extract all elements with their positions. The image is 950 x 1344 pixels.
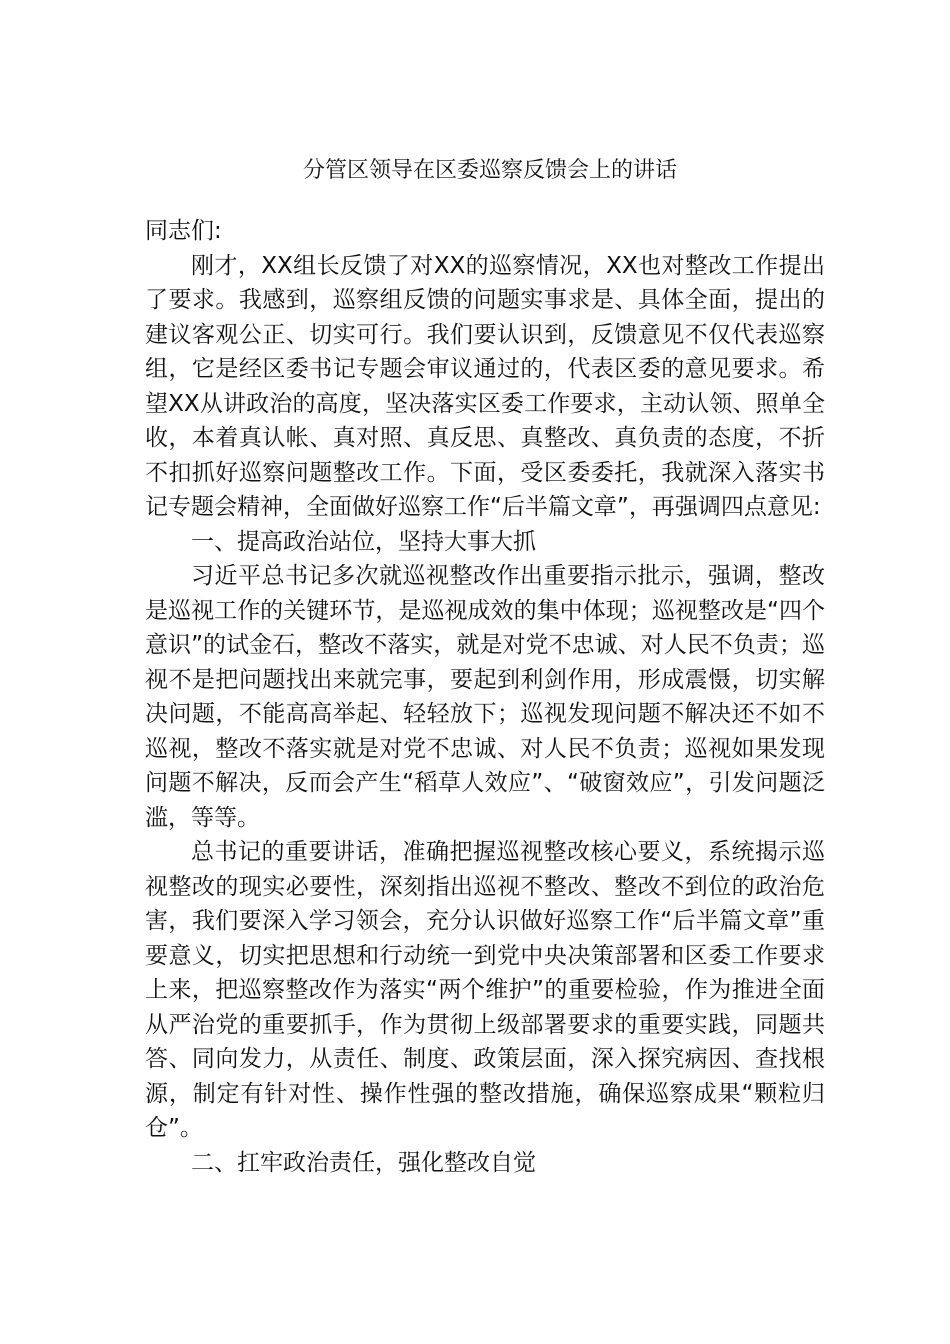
section-heading-1: 一、提高政治站位，坚持大事大抓	[191, 528, 536, 555]
paragraph-section-1-analysis: 总书记的重要讲话，准确把握巡视整改核心要义，系统揭示巡视整改的现实必要性，深刻指出巡视不整改、整改不到位的政治危害，我们要深入学习领会，充分认识做好巡察工作“后半篇文章”重要意义，切实把思想和行动统一到党中央决策部署和区委工作要求上来，把巡察整改作为落实“两个维护”的重要检验，作为推进全面从严治党的重要抓手，作为贯彻上级部署要求的重要实践，同题共答、同向发力，从责任、制度、政策层面，深入探究病因、查找根源，制定有针对性、操作性强的整改措施，确保巡察成果“颗粒归仓”。	[145, 839, 825, 1141]
paragraph-section-1-body: 习近平总书记多次就巡视整改作出重要指示批示，强调，整改是巡视工作的关键环节，是巡视成效的集中体现；巡视整改是“四个意识”的试金石，整改不落实，就是对党不忠诚、对人民不负责；巡视不是把问题找出来就完事，要起到利剑作用，形成震慑，切实解决问题，不能高高举起、轻轻放下；巡视发现问题不解决还不如不巡视，整改不落实就是对党不忠诚、对人民不负责；巡视如果发现问题不解决，反而会产生“稻草人效应”、“破窗效应”，引发问题泛滥，等等。	[145, 563, 825, 831]
document-title: 分管区领导在区委巡察反馈会上的讲话	[302, 158, 677, 183]
salutation: 同志们:	[145, 218, 222, 244]
section-heading-2: 二、扛牢政治责任，强化整改自觉	[191, 1149, 536, 1176]
document-page	[145, 0, 825, 1180]
paragraph-opening: 刚才，XX组长反馈了对XX的巡察情况，XX也对整改工作提出了要求。我感到，巡察组反馈的问题实事求是、具体全面，提出的建议客观公正、切实可行。我们要认识到，反馈意见不仅代表巡察组，它是经区委书记专题会审议通过的，代表区委的意见要求。希望XX从讲政治的高度，坚决落实区委工作要求，主动认领、照单全收，本着真认帐、真对照、真反思、真整改、真负责的态度，不折不扣抓好巡察问题整改工作。下面，受区委委托，我就深入落实书记专题会精神，全面做好巡察工作“后半篇文章”，再强调四点意见:	[145, 252, 825, 520]
